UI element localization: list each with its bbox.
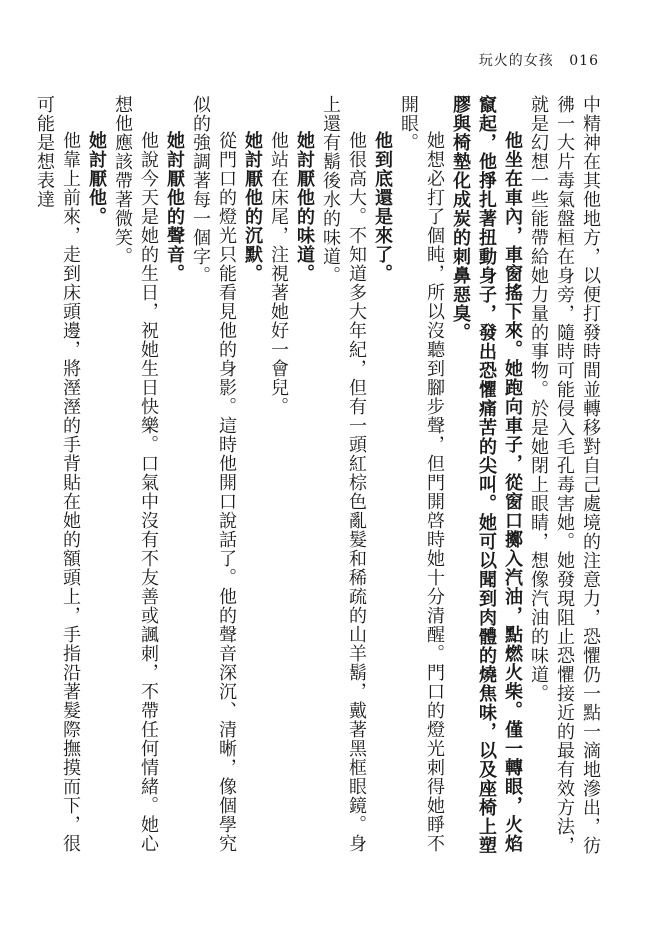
- paragraph: 他靠上前來，走到床頭邊，將溼溼的手背貼在她的額頭上，手指沿著髮際撫摸而下，很可能是想表達: [34, 95, 81, 853]
- book-title: 玩火的女孩: [478, 53, 554, 69]
- paragraph-bold: 她討厭他的聲音。: [164, 131, 185, 283]
- paragraph-bold: 她討厭他。: [86, 131, 107, 226]
- page-header: [479, 50, 599, 70]
- paragraph: 他很高大。不知道多大年紀，但有一頭紅棕色亂髮和稀疏的山羊鬍，戴著黑框眼鏡。身上還有鬍後水的味道。: [320, 95, 367, 853]
- paragraph-bold: 他到底還是來了。: [372, 131, 393, 283]
- paragraph-bold: 他坐在車內，車窗搖下來。她跑向車子，從窗口擲入汽油，點燃火柴。僅一轉眼，火焰竄起，他掙扎著扭動身子，發出恐懼痛苦的尖叫。她可以聞到肉體的燒焦味，以及座椅上塑膠與椅墊化成炭的刺鼻惡臭。: [450, 95, 523, 855]
- vertical-text-body: [34, 95, 603, 855]
- paragraph: 中精神在其他地方，以便打發時間並轉移對自己處境的注意力，恐懼仍一點一滴地滲出，彷彿一大片毒氣盤桓在身旁，隨時可能侵入毛孔毒害她。她發現阻止恐懼接近的最有效方法，就是幻想一些能帶給她力量的事物。於是她閉上眼睛，想像汽油的味道。: [528, 95, 601, 855]
- paragraph: 他說今天是她的生日，祝她生日快樂。口氣中沒有不友善或諷刺，不帶任何情緒。她心想他應該帶著微笑。: [112, 95, 159, 853]
- paragraph-bold: 她討厭他的沉默。: [242, 131, 263, 283]
- paragraph: 她想必打了個盹，所以沒聽到腳步聲，但門開啓時她十分清醒。門口的燈光刺得她睜不開眼。: [398, 95, 445, 853]
- paragraph: 他站在床尾，注視著她好一會兒。: [268, 131, 289, 416]
- page-number: 016: [569, 53, 599, 69]
- paragraph: 從門口的燈光只能看見他的身影。這時他開口說話了。他的聲音深沉、清晰，像個學究似的強調著每一個字。: [190, 95, 237, 853]
- paragraph-bold: 她討厭他的味道。: [294, 131, 315, 283]
